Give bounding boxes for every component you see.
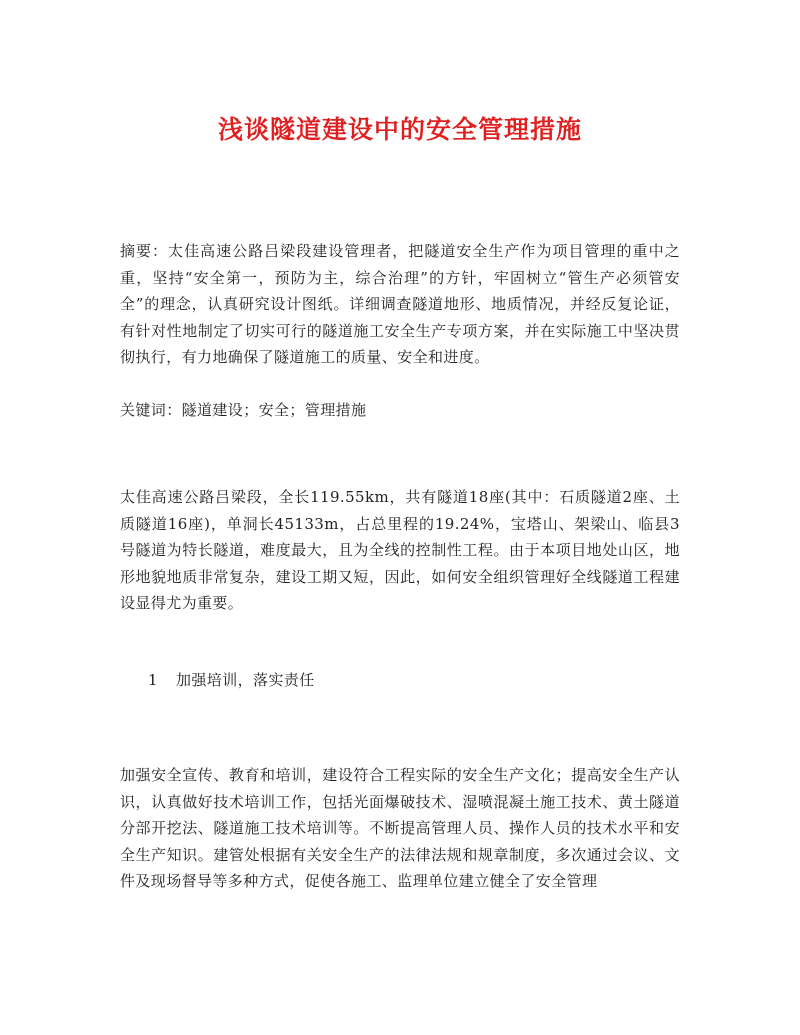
section-heading bbox=[148, 667, 315, 694]
keywords-line: 关键词：隧道建设；安全；管理措施 bbox=[120, 401, 367, 419]
abstract-paragraph: 摘要：太佳高速公路吕梁段建设管理者，把隧道安全生产作为项目管理的重中之重，坚持“安全第一，预防为主，综合治理”的方针，牢固树立“管生产必须管安全”的理念，认真研究设计图纸。详细调查隧道地形、地质情况，并经反复论证，有针对性地制定了切实可行的隧道施工安全生产专项方案，并在实际施工中坚决贯彻执行，有力地确保了隧道施工的质量、安全和进度。 bbox=[120, 242, 680, 366]
section-body-paragraph: 加强安全宣传、教育和培训，建设符合工程实际的安全生产文化；提高安全生产认识，认真做好技术培训工作，包括光面爆破技术、湿喷混凝土施工技术、黄土隧道分部开挖法、隧道施工技术培训等。不断提高管理人员、操作人员的技术水平和安全生产知识。建管处根据有关安全生产的法律法规和规章制度，多次通过会议、文件及现场督导等多种方式，促使各施工、监理单位建立健全了安全管理 bbox=[120, 766, 680, 890]
document-title: 浅谈隧道建设中的安全管理措施 bbox=[217, 115, 582, 144]
section-number: 1 bbox=[148, 671, 158, 689]
section-title: 加强培训，落实责任 bbox=[176, 671, 315, 689]
intro-paragraph: 太佳高速公路吕梁段，全长119.55km，共有隧道18座(其中：石质隧道2座、土质隧道16座)，单洞长45133m，占总里程的19.24%，宝塔山、架梁山、临县3号隧道为特长隧道，难度最大，且为全线的控制性工程。由于本项目地处山区，地形地貌地质非常复杂，建设工期又短，因此，如何安全组织管理好全线隧道工程建设显得尤为重要。 bbox=[120, 488, 680, 612]
